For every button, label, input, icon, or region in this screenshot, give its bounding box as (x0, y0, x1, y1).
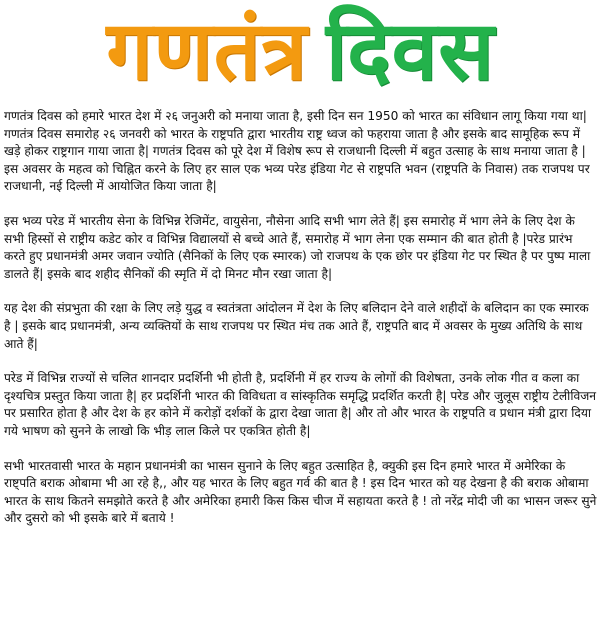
essay-body (4, 108, 597, 545)
paragraph-5: सभी भारतवासी भारत के महान प्रधानमंत्री का भासन सुनाने के लिए बहुत उत्साहित है, क्युकी इस दिन हमारे भारत में अमेरिका के राष्ट्पति बराक ओबामा भी आ रहे है,, और यह भारत के लिए बहुत गर्व की बात है ! इस दिन भारत को यह देखना है की बराक ओबामा भारत के साथ कितने समझोते करते है और अमेरिका हमारी किस किस चीज में सहायता करते है ! तो नरेंद्र मोदी जी का भासन जरूर सुने और दुसरो को भी इसके बारे में बताये ! (4, 458, 597, 526)
title-word-divas: दिवस (325, 4, 495, 99)
paragraph-1: गणतंत्र दिवस को हमारे भारत देश में २६ जनुअरी को मनाया जाता है, इसी दिन सन 1950 को भारत का संविधान लागू किया गया था| गणतंत्र दिवस समारोह २६ जनवरी को भारत के राष्ट्रपति द्वारा भारतीय राष्ट्र ध्वज को फहराया जाता है और इसके बाद सामूहिक रूप में खड़े होकर राष्ट्रगान गाया जाता है| गणतंत्र दिवस को पूरे देश में विशेष रूप से राजधानी दिल्ली में बहुत उत्साह के साथ मनाया जाता है | इस अवसर के महत्व को चिह्नित करने के लिए हर साल एक भव्य परेड इंडिया गेट से राष्ट्रपति भवन (राष्ट्रपति के निवास) तक राजपथ पर राजधानी, नई दिल्ली में आयोजित किया जाता है| (4, 109, 590, 194)
page-title (0, 6, 601, 98)
paragraph-4: परेड में विभिन्न राज्यों से चलित शानदार प्रदर्शिनी भी होती है, प्रदर्शिनी में हर राज्य के लोगों की विशेषता, उनके लोक गीत व कला का दृश्यचित्र प्रस्तुत किया जाता है| हर प्रदर्शिनी भारत की विविधता व सांस्कृतिक समृद्धि प्रदर्शित करती है| परेड और जुलूस राष्ट्रीय टेलीविजन पर प्रसारित होता है और देश के हर कोने में करोड़ों दर्शकों के द्वारा देखा जाता है| और तो और भारत के राष्ट्रपति व प्रधान मंत्री द्वारा दिया गये भाषण को सुनने के लाखो कि भीड़ लाल किले पर एकत्रित होती है| (4, 371, 597, 438)
title-word-ganatantra: गणतंत्र (106, 4, 308, 99)
paragraph-2: इस भव्य परेड में भारतीय सेना के विभिन्न रेजिमेंट, वायुसेना, नौसेना आदि सभी भाग लेते हैं| इस समारोह में भाग लेने के लिए देश के सभी हिस्सों से राष्ट्रीय कडेट कोर व विभिन्न विद्यालयों से बच्चे आते हैं, समारोह में भाग लेना एक सम्मान की बात होती है |परेड प्रारंभ करते हुए प्रधानमंत्री अमर जवान ज्योति (सैनिकों के लिए एक स्मारक) जो राजपथ के एक छोर पर इंडिया गेट पर स्थित है पर पुष्प माला डालते हैं| इसके बाद शहीद सैनिकों की स्मृति में दो मिनट मौन रखा जाता है| (4, 213, 591, 281)
paragraph-3: यह देश की संप्रभुता की रक्षा के लिए लड़े युद्ध व स्वतंत्रता आंदोलन में देश के लिए बलिदान देने वाले शहीदों के बलिदान का एक स्मारक है | इसके बाद प्रधानमंत्री, अन्य व्यक्तियों के साथ राजपथ पर स्थित मंच तक आते हैं, राष्ट्रपति बाद में अवसर के मुख्य अतिथि के साथ आते हैं| (4, 301, 589, 351)
